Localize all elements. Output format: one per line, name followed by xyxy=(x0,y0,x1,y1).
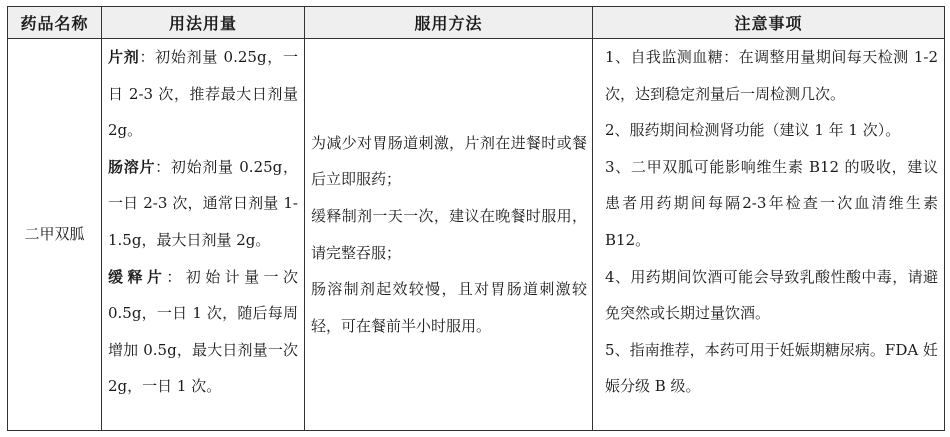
dosage-tablet-label: 片剂 xyxy=(108,48,140,66)
dosage-enteric-label: 肠溶片 xyxy=(108,157,156,176)
method-cell xyxy=(305,39,593,431)
method-item: 为减少对胃肠道刺激，片剂在进餐时或餐后立即服药； xyxy=(311,133,587,189)
drug-name-cell: 二甲双胍 xyxy=(8,39,102,431)
drug-info-table xyxy=(7,6,945,431)
note-item: 3、二甲双胍可能影响维生素 B12 的吸收，建议患者用药期间每隔2-3年检查一次血清维生素 B12。 xyxy=(605,157,938,249)
dosage-enteric xyxy=(108,149,298,259)
dosage-cell xyxy=(102,39,305,431)
notes-cell xyxy=(593,39,945,431)
table-row xyxy=(8,39,945,431)
header-row xyxy=(8,7,945,39)
note-item: 1、自我监测血糖：在调整用量期间每天检测 1-2 次，达到稳定剂量后一周检测几次。 xyxy=(605,48,938,103)
note-item: 5、指南推荐，本药可用于妊娠期糖尿病。FDA 妊娠分级 B 级。 xyxy=(605,340,938,396)
header-dosage: 用法用量 xyxy=(102,7,305,39)
note-item: 2、服药期间检测肾功能（建议 1 年 1 次）。 xyxy=(605,121,901,140)
method-item: 肠溶制剂起效较慢，且对胃肠道刺激较轻，可在餐前半小时服用。 xyxy=(311,280,587,335)
header-notes: 注意事项 xyxy=(593,7,945,39)
header-method: 服用方法 xyxy=(305,7,593,39)
method-item: 缓释制剂一天一次，建议在晚餐时服用，请完整吞服； xyxy=(311,206,587,262)
dosage-extended-label: 缓释片 xyxy=(108,267,167,286)
dosage-extended xyxy=(108,259,298,405)
dosage-tablet xyxy=(108,39,298,149)
header-drug-name: 药品名称 xyxy=(8,7,102,39)
note-item: 4、用药期间饮酒可能会导致乳酸性酸中毒，请避免突然或长期过量饮酒。 xyxy=(605,267,938,323)
dosage-tablet-text: ：初始剂量 0.25g，一日 2-3 次，推荐最大日剂量 2g。 xyxy=(108,48,298,140)
dosage-enteric-text: ：初始剂量 0.25g，一日 2-3 次，通常日剂量 1-1.5g，最大日剂量 2g。 xyxy=(108,157,298,249)
dosage-extended-text: ：初始计量一次 0.5g，一日 1 次，随后每周增加 0.5g，最大日剂量一次 2g，一日 1 次。 xyxy=(108,267,298,396)
